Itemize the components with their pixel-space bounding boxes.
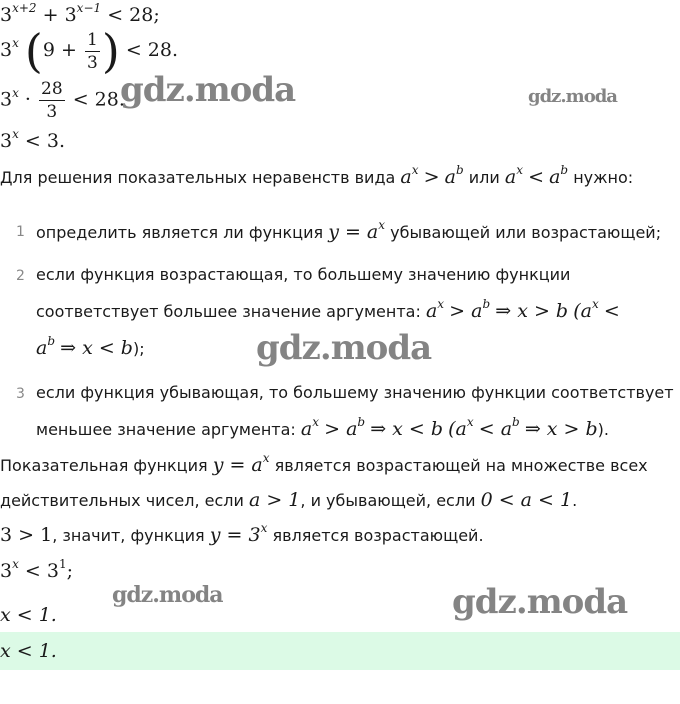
list-item-2-line-2 (36, 297, 620, 322)
frac-den: 3 (46, 102, 58, 122)
step3-op: > a (324, 418, 358, 440)
list-marker-1: 1 (16, 224, 25, 240)
para2-math: 3 > 1 (0, 524, 53, 546)
eq1-base: 3 (0, 4, 13, 26)
list-item-3-line-2 (36, 415, 609, 440)
para1-l2-pre: действительных чисел, если (0, 491, 244, 510)
step2-b: b (482, 297, 491, 311)
eq5-end: ; (66, 560, 74, 582)
step2-x: x (437, 297, 445, 311)
eq3-base: 3 (0, 88, 13, 111)
step2-pre: соответствует большее значение аргумента: (36, 302, 421, 321)
eq2-inner: 9 + (42, 39, 77, 61)
para1-l2-mid: , и убывающей, если (300, 491, 476, 510)
intro-ineq1-b: a (444, 166, 456, 188)
fraction-28-thirds (39, 78, 65, 123)
eq2-rest: < 28. (125, 39, 178, 61)
step2-a: a (425, 300, 438, 322)
step2-paren: (a (573, 300, 592, 322)
answer-text: x < 1. (0, 640, 57, 662)
eq2-base: 3 (0, 39, 13, 61)
step3-impl: ⇒ x < b (370, 418, 444, 440)
eq3-dot: · (24, 88, 31, 111)
watermark-logo: gdz.moda (256, 328, 432, 368)
intro-pre: Для решения показательных неравенств вида (0, 168, 396, 187)
intro-sentence (0, 163, 634, 188)
intro-or: или (468, 168, 500, 187)
step3-end: ). (597, 420, 609, 439)
equation-line-5 (0, 557, 74, 582)
equation-line-4 (0, 127, 66, 152)
eq2-exp: x (12, 36, 19, 50)
eq5-op: < 3 (24, 560, 59, 582)
paragraph-2 (0, 521, 484, 546)
watermark-logo: gdz.moda (120, 70, 296, 110)
intro-post: нужно: (573, 168, 634, 187)
intro-ineq1-a: a (400, 166, 412, 188)
para2-mid: , значит, функция (52, 526, 205, 545)
step2-pexp: x (591, 297, 599, 311)
watermark-logo: gdz.moda (112, 582, 223, 608)
intro-ineq2-x: x (516, 163, 523, 177)
intro-ineq1-op: > (423, 166, 440, 188)
para1-cond1: a > 1 (248, 489, 301, 511)
paragraph-1-line-1 (0, 451, 648, 476)
step2-l3-a: a (36, 337, 48, 359)
intro-ineq2-op: < (528, 166, 544, 188)
eq4-exp: x (12, 127, 19, 141)
para1-pre: Показательная функция (0, 456, 208, 475)
step3-pre: меньшее значение аргумента: (36, 420, 296, 439)
intro-ineq1-x: x (411, 163, 419, 177)
left-paren: ( (24, 24, 43, 78)
eq1-plus: + 3 (42, 4, 77, 26)
watermark-logo: gdz.moda (528, 86, 617, 107)
step1-fnexp: x (378, 218, 386, 232)
list-item-1 (36, 218, 662, 243)
eq1-exp2: x−1 (76, 1, 102, 15)
step2-op: > a (449, 300, 483, 322)
intro-ineq2-bexp: b (560, 163, 569, 177)
step1-fn: y = a (328, 221, 379, 243)
step1-pre: определить является ли функция (36, 223, 324, 242)
para1-post: является возрастающей на множестве всех (274, 456, 648, 475)
eq5-exp2: 1 (58, 557, 67, 571)
eq1-rest: < 28; (107, 4, 160, 26)
list-marker-3: 3 (16, 386, 25, 402)
step2-l3-end: ); (132, 339, 145, 358)
frac-den: 3 (86, 52, 98, 73)
step3-pb: b (512, 415, 520, 429)
para1-l2-end: . (572, 491, 578, 510)
step3-pop: < a (478, 418, 513, 440)
list-item-2-line-3 (36, 334, 145, 359)
eq3-exp: x (12, 85, 19, 100)
step3-x: x (312, 415, 320, 429)
step2-l3-b: b (47, 334, 56, 348)
equation-line-3 (0, 78, 125, 123)
answer-box (0, 632, 680, 670)
frac-num: 1 (86, 29, 98, 50)
right-paren: ) (101, 24, 120, 78)
eq4-base: 3 (0, 130, 13, 152)
frac-num: 28 (41, 79, 63, 99)
eq5-exp: x (12, 557, 19, 571)
para1-fn: y = a (212, 454, 263, 476)
step2-l3-impl: ⇒ x < b (60, 337, 133, 359)
watermark-logo: gdz.moda (452, 582, 628, 622)
list-item-3-line-1: если функция убывающая, то большему значению функции соответствует (36, 383, 674, 402)
eq5-base: 3 (0, 560, 13, 582)
step3-pimpl: ⇒ x > b (524, 418, 598, 440)
list-item-2-line-1: если функция возрастающая, то большему значению функции (36, 265, 571, 284)
intro-ineq2-b: a (549, 166, 561, 188)
list-marker-2: 2 (16, 268, 25, 284)
step2-pop: < (603, 300, 620, 322)
para2-fnexp: x (260, 521, 268, 535)
para1-fnexp: x (262, 451, 270, 465)
step2-impl: ⇒ x > b (495, 300, 569, 322)
para2-fn: y = 3 (209, 524, 261, 546)
step3-b: b (357, 415, 366, 429)
paragraph-1-line-2 (0, 489, 577, 511)
para2-post: является возрастающей. (272, 526, 484, 545)
eq4-rest: < 3. (24, 130, 66, 152)
step3-paren: (a (448, 418, 467, 440)
fraction-one-third (85, 29, 100, 74)
step3-a: a (300, 418, 313, 440)
equation-line-2 (0, 24, 178, 78)
equation-line-1 (0, 1, 160, 26)
step1-post: убывающей или возрастающей; (390, 223, 662, 242)
step3-px: x (466, 415, 474, 429)
intro-ineq1-bexp: b (455, 163, 464, 177)
intro-ineq2-a: a (504, 166, 517, 188)
eq1-exp1: x+2 (12, 1, 37, 15)
para1-cond2: 0 < a < 1 (480, 489, 573, 511)
equation-line-6: x < 1. (0, 604, 57, 626)
eq3-rest: < 28. (72, 88, 125, 111)
